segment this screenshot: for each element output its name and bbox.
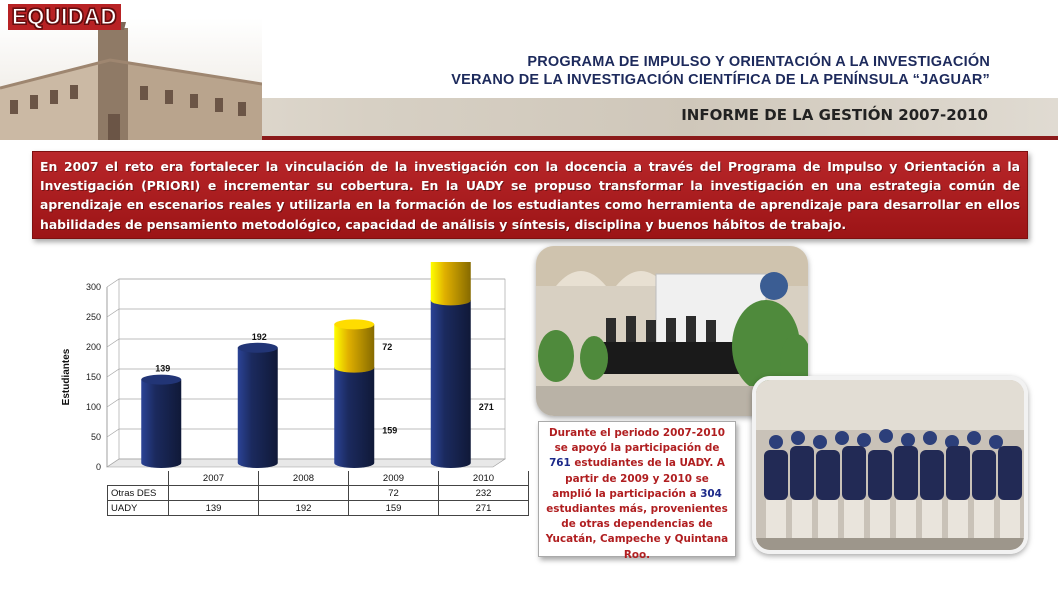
bar-otras (334, 324, 374, 372)
bar-uady-top (141, 375, 181, 385)
y-tick-label: 150 (85, 372, 101, 382)
bar-uady (238, 348, 278, 468)
table-col-header: 2008 (259, 471, 349, 486)
program-subtitle: VERANO DE LA INVESTIGACIÓN CIENTÍFICA DE LA PENÍNSULA “JAGUAR” (451, 72, 990, 88)
report-title: INFORME DE LA GESTIÓN 2007-2010 (681, 106, 988, 124)
bar-uady-top (238, 343, 278, 353)
caption-number-761: 761 (549, 457, 571, 470)
table-cell: 139 (169, 501, 259, 516)
table-cell: 192 (259, 501, 349, 516)
y-axis-label: Estudiantes (61, 348, 72, 406)
table-cell: 271 (439, 501, 529, 516)
caption-text-1: Durante el periodo 2007-2010 se apoyó la participación de (548, 427, 726, 455)
bar-uady (141, 380, 181, 468)
y-tick-label: 0 (95, 462, 101, 472)
bar-otras (431, 262, 471, 305)
table-cell (259, 486, 349, 501)
data-label: 139 (155, 363, 171, 374)
caption-text-2: estudiantes de la UADY. A partir de 2009 y 2010 se amplió la participación a (552, 457, 725, 500)
stacked-bar-chart (45, 262, 515, 474)
caption-number-304: 304 (700, 487, 722, 500)
table-row-label: Otras DES (108, 486, 169, 501)
table-row-label: UADY (108, 501, 169, 516)
photo-caption (538, 421, 736, 561)
bar-otras-top (334, 319, 374, 329)
building-image (0, 18, 262, 140)
y-tick-label: 200 (85, 342, 101, 352)
group-photo (752, 376, 1028, 554)
bar-uady (334, 368, 374, 468)
program-title: PROGRAMA DE IMPULSO Y ORIENTACIÓN A LA INVESTIGACIÓN (527, 54, 990, 70)
caption-text-3: estudiantes más, provenientes de otras dependencias de Yucatán, Campeche y Quintana Roo. (545, 503, 729, 561)
table-cell: 232 (439, 486, 529, 501)
table-header-row (108, 471, 529, 486)
bar-uady (431, 300, 471, 468)
y-tick-label: 100 (85, 402, 101, 412)
table-cell: 72 (349, 486, 439, 501)
table-cell (169, 486, 259, 501)
data-label: 192 (251, 331, 267, 342)
intro-text: En 2007 el reto era fortalecer la vinculación de la investigación con la docencia a través del Programa de Impulso y Orientación a la Investigación (PRIORI) e incrementar su cobertura. En la UADY se propuso transformar la investigación en una estrategia común de aprendizaje en escenarios reales y utilizarla en la formación de los estudiantes como herramienta de aprendizaje para desarrollar en ellos habilidades de pensamiento metodológico, capacidad de análisis y síntesis, disciplina y buenos hábitos de trabajo. (40, 159, 1020, 232)
group-photo-image (756, 380, 1024, 550)
table-col-header: 2010 (439, 471, 529, 486)
table-row-otras (108, 486, 529, 501)
table-row-uady (108, 501, 529, 516)
table-col-header: 2009 (349, 471, 439, 486)
data-label: 271 (478, 402, 494, 413)
y-tick-label: 300 (85, 282, 101, 292)
y-tick-label: 250 (85, 312, 101, 322)
table-cell: 159 (349, 501, 439, 516)
brand-label: EQUIDAD (8, 4, 121, 30)
data-label: 72 (382, 342, 393, 352)
table-corner (108, 471, 169, 486)
chart-data-table (107, 471, 529, 516)
y-tick-label: 50 (90, 432, 101, 442)
data-label: 159 (382, 425, 398, 436)
table-col-header: 2007 (169, 471, 259, 486)
